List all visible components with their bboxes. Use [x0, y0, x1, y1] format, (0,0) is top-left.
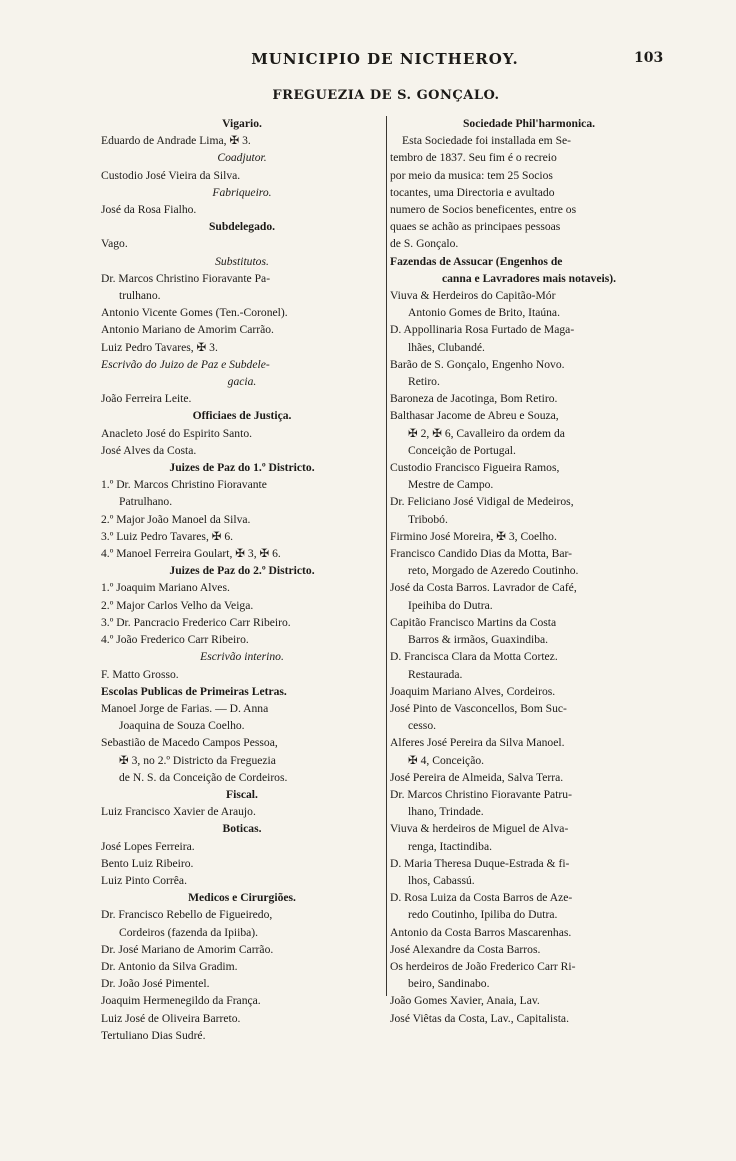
escrivao-entry: João Ferreira Leite.	[101, 392, 192, 406]
juizes-2-entry: 3.º Dr. Pancracio Frederico Carr Ribeiro.	[101, 615, 291, 629]
fazenda-entry-line: lhães, Clubandé.	[408, 340, 485, 354]
escolas-entry: Manoel Jorge de Farias. — D. Anna	[101, 701, 269, 715]
fazenda-entry-line: D. Appollinaria Rosa Furtado de Maga-	[390, 323, 575, 337]
fazenda-entry	[390, 992, 668, 1009]
juizes-2-heading: Juizes de Paz do 2.º Districto.	[169, 564, 315, 578]
fazenda-entry-line: João Gomes Xavier, Anaia, Lav.	[390, 994, 540, 1008]
fazenda-entry-line: Baroneza de Jacotinga, Bom Retiro.	[390, 392, 558, 406]
fazenda-entry-line: José da Costa Barros. Lavrador de Café,	[390, 581, 577, 595]
fazenda-entry-line: Barros & irmãos, Guaxindiba.	[408, 633, 549, 647]
fazenda-entry-line: Conceição de Portugal.	[408, 443, 516, 457]
fazenda-entry	[390, 287, 668, 321]
medicos-entry: Tertuliano Dias Sudré.	[101, 1028, 206, 1042]
sociedade-text-line: tocantes, uma Directoria e avultado	[390, 185, 555, 199]
medicos-heading: Medicos e Cirurgiões.	[188, 891, 296, 905]
fazenda-entry	[390, 356, 668, 390]
escolas-entry: Joaquina de Souza Coelho.	[119, 719, 245, 733]
fazenda-entry-line: Ipeihiba do Dutra.	[408, 598, 493, 612]
fazenda-entry-line: redo Coutinho, Ipiliba do Dutra.	[408, 908, 558, 922]
juizes-1-heading: Juizes de Paz do 1.º Districto.	[169, 461, 315, 475]
fazenda-entry-line: Francisco Candido Dias da Motta, Bar-	[390, 547, 573, 561]
fazenda-entry-line: Viuva & herdeiros de Miguel de Alva-	[390, 822, 569, 836]
juizes-1-entry: Patrulhano.	[119, 495, 173, 509]
medicos-entry: Cordeiros (fazenda da Ipiiba).	[119, 925, 259, 939]
fazenda-entry-line: José Viêtas da Costa, Lav., Capitalista.	[390, 1011, 569, 1025]
fazenda-entry-line: D. Maria Theresa Duque-Estrada & fi-	[390, 856, 570, 870]
section-title: FREGUEZIA DE S. GONÇALO.	[272, 88, 500, 103]
escolas-heading: Escolas Publicas de Primeiras Letras.	[101, 684, 287, 698]
fazenda-entry-line: José Pinto de Vasconcellos, Bom Suc-	[390, 701, 567, 715]
boticas-entry: José Lopes Ferreira.	[101, 839, 195, 853]
fazenda-entry-line: Joaquim Mariano Alves, Cordeiros.	[390, 684, 556, 698]
fazenda-entry	[390, 941, 668, 958]
fazenda-entry	[390, 493, 668, 527]
fazenda-entry-line: Mestre de Campo.	[408, 478, 494, 492]
subdelegado-heading: Subdelegado.	[208, 220, 276, 234]
fazenda-entry	[390, 545, 668, 579]
fazenda-entry	[390, 407, 668, 459]
fazenda-entry	[390, 614, 668, 648]
medicos-entry: Dr. Francisco Rebello de Figueiredo,	[101, 908, 273, 922]
sociedade-text-line: numero de Socios beneficentes, entre os	[390, 203, 577, 217]
juizes-2-entry: 1.º Joaquim Mariano Alves.	[101, 581, 230, 595]
sociedade-text-line: Esta Sociedade foi installada em Se-	[402, 134, 572, 148]
fazenda-entry-line: ✠ 2, ✠ 6, Cavalleiro da ordem da	[408, 426, 565, 440]
fazenda-entry-line: Retiro.	[408, 375, 440, 389]
fazenda-entry-line: lhos, Cabassú.	[408, 873, 475, 887]
left-column	[101, 115, 383, 1044]
fazenda-entry-line: Balthasar Jacome de Abreu e Souza,	[390, 409, 559, 423]
fazenda-entry	[390, 459, 668, 493]
fazenda-entry	[390, 786, 668, 820]
coadjutor-heading: Coadjutor.	[217, 151, 267, 165]
fazenda-entry-line: Dr. Marcos Christino Fioravante Patru-	[390, 787, 572, 801]
juizes-2-entry: 4.º João Frederico Carr Ribeiro.	[101, 633, 249, 647]
fiscal-heading: Fiscal.	[226, 787, 258, 801]
sociedade-text-line: tembro de 1837. Seu fim é o recreio	[390, 151, 557, 165]
fabriqueiro-heading: Fabriqueiro.	[212, 185, 272, 199]
fiscal-entry: Luiz Francisco Xavier de Araujo.	[101, 805, 256, 819]
escolas-entry: de N. S. da Conceição de Cordeiros.	[119, 770, 288, 784]
juizes-2-entry: 2.º Major Carlos Velho da Veiga.	[101, 598, 254, 612]
escrivao-heading-cont: gacia.	[227, 375, 257, 389]
substitutos-entry: Luiz Pedro Tavares, ✠ 3.	[101, 340, 218, 354]
medicos-entry: Dr. José Mariano de Amorim Carrão.	[101, 942, 274, 956]
fazenda-entry-line: Firmino José Moreira, ✠ 3, Coelho.	[390, 529, 557, 543]
fazenda-entry	[390, 889, 668, 923]
substitutos-entry: Antonio Vicente Gomes (Ten.-Coronel).	[101, 306, 288, 320]
boticas-heading: Boticas.	[222, 822, 262, 836]
fazenda-entry	[390, 579, 668, 613]
boticas-entry: Luiz Pinto Corrêa.	[101, 873, 187, 887]
fabriqueiro-entry: José da Rosa Fialho.	[101, 203, 197, 217]
fazenda-entry-line: Capitão Francisco Martins da Costa	[390, 615, 557, 629]
fazenda-entry-line: beiro, Sandinabo.	[408, 977, 490, 991]
escrivao-heading: Escrivão do Juizo de Paz e Subdele-	[101, 357, 270, 371]
fazendas-list	[390, 287, 668, 1027]
fazenda-entry-line: ✠ 4, Conceição.	[408, 753, 485, 767]
vigario-entry: Eduardo de Andrade Lima, ✠ 3.	[101, 134, 251, 148]
fazenda-entry	[390, 1010, 668, 1027]
fazenda-entry-line: Viuva & Herdeiros do Capitão-Mór	[390, 289, 556, 303]
substitutos-entry: trulhano.	[119, 289, 161, 303]
fazenda-entry-line: Barão de S. Gonçalo, Engenho Novo.	[390, 357, 565, 371]
fazenda-entry	[390, 924, 668, 941]
escrivao-interino-heading: Escrivão interino.	[200, 650, 284, 664]
substitutos-entry: Dr. Marcos Christino Fioravante Pa-	[101, 271, 271, 285]
fazenda-entry-line: reto, Morgado de Azeredo Coutinho.	[408, 564, 579, 578]
fazenda-entry	[390, 528, 668, 545]
sociedade-heading: Sociedade Phil'harmonica.	[462, 117, 596, 130]
fazenda-entry	[390, 855, 668, 889]
fazenda-entry-line: lhano, Trindade.	[408, 805, 484, 819]
fazenda-entry-line: José Alexandre da Costa Barros.	[390, 942, 541, 956]
fazenda-entry-line: D. Rosa Luiza da Costa Barros de Aze-	[390, 891, 573, 905]
fazenda-entry-line: Restaurada.	[408, 667, 463, 681]
right-column	[390, 115, 668, 1027]
escrivao-interino-entry: F. Matto Grosso.	[101, 667, 179, 681]
fazenda-entry-line: Alferes José Pereira da Silva Manoel.	[390, 736, 565, 750]
medicos-entry: Dr. João José Pimentel.	[101, 977, 210, 991]
fazenda-entry-line: Os herdeiros de João Frederico Carr Ri-	[390, 959, 576, 973]
fazenda-entry	[390, 648, 668, 682]
fazenda-entry	[390, 683, 668, 700]
juizes-1-entry: 4.º Manoel Ferreira Goulart, ✠ 3, ✠ 6.	[101, 547, 281, 561]
fazenda-entry	[390, 390, 668, 407]
fazenda-entry-line: José Pereira de Almeida, Salva Terra.	[390, 770, 564, 784]
coadjutor-entry: Custodio José Vieira da Silva.	[101, 168, 241, 182]
substitutos-entry: Antonio Mariano de Amorim Carrão.	[101, 323, 274, 337]
fazendas-heading-cont: canna e Lavradores mais notaveis).	[441, 271, 616, 285]
substitutos-heading: Substitutos.	[215, 254, 269, 268]
juizes-1-entry: 1.º Dr. Marcos Christino Fioravante	[101, 478, 267, 492]
escolas-entry: ✠ 3, no 2.º Districto da Freguezia	[119, 753, 276, 767]
fazenda-entry-line: Custodio Francisco Figueira Ramos,	[390, 461, 560, 475]
sociedade-text-line: por meio da musica: tem 25 Socios	[390, 168, 553, 182]
fazenda-entry-line: D. Francisca Clara da Motta Cortez.	[390, 650, 558, 664]
page-number: 103	[634, 50, 664, 66]
medicos-entry: Joaquim Hermenegildo da França.	[101, 994, 261, 1008]
medicos-entry: Luiz José de Oliveira Barreto.	[101, 1011, 241, 1025]
officiaes-heading: Officiaes de Justiça.	[192, 409, 292, 423]
fazenda-entry	[390, 958, 668, 992]
fazenda-entry-line: Antonio da Costa Barros Mascarenhas.	[390, 925, 572, 939]
sociedade-text-line: quaes se achão as principaes pessoas	[390, 220, 561, 234]
fazendas-heading: Fazendas de Assucar (Engenhos de	[390, 254, 563, 268]
fazenda-entry	[390, 700, 668, 734]
column-divider	[386, 116, 387, 996]
fazenda-entry	[390, 769, 668, 786]
fazenda-entry	[390, 321, 668, 355]
juizes-1-entry: 3.º Luiz Pedro Tavares, ✠ 6.	[101, 529, 234, 543]
fazenda-entry-line: renga, Itactindiba.	[408, 839, 493, 853]
fazenda-entry-line: Tribobó.	[408, 512, 448, 526]
boticas-entry: Bento Luiz Ribeiro.	[101, 856, 194, 870]
medicos-entry: Dr. Antonio da Silva Gradim.	[101, 959, 238, 973]
officiaes-entry: Anacleto José do Espirito Santo.	[101, 426, 253, 440]
subdelegado-entry: Vago.	[101, 237, 128, 251]
fazenda-entry-line: Dr. Feliciano José Vidigal de Medeiros,	[390, 495, 574, 509]
escolas-entry: Sebastião de Macedo Campos Pessoa,	[101, 736, 278, 750]
sociedade-text-line: de S. Gonçalo.	[390, 237, 459, 251]
running-head: MUNICIPIO DE NICTHEROY.	[251, 50, 519, 68]
fazenda-entry-line: Antonio Gomes de Brito, Itaúna.	[408, 306, 560, 320]
fazenda-entry-line: cesso.	[408, 719, 437, 733]
vigario-heading: Vigario.	[222, 117, 262, 130]
juizes-1-entry: 2.º Major João Manoel da Silva.	[101, 512, 251, 526]
fazenda-entry	[390, 734, 668, 768]
officiaes-entry: José Alves da Costa.	[101, 443, 197, 457]
fazenda-entry	[390, 820, 668, 854]
